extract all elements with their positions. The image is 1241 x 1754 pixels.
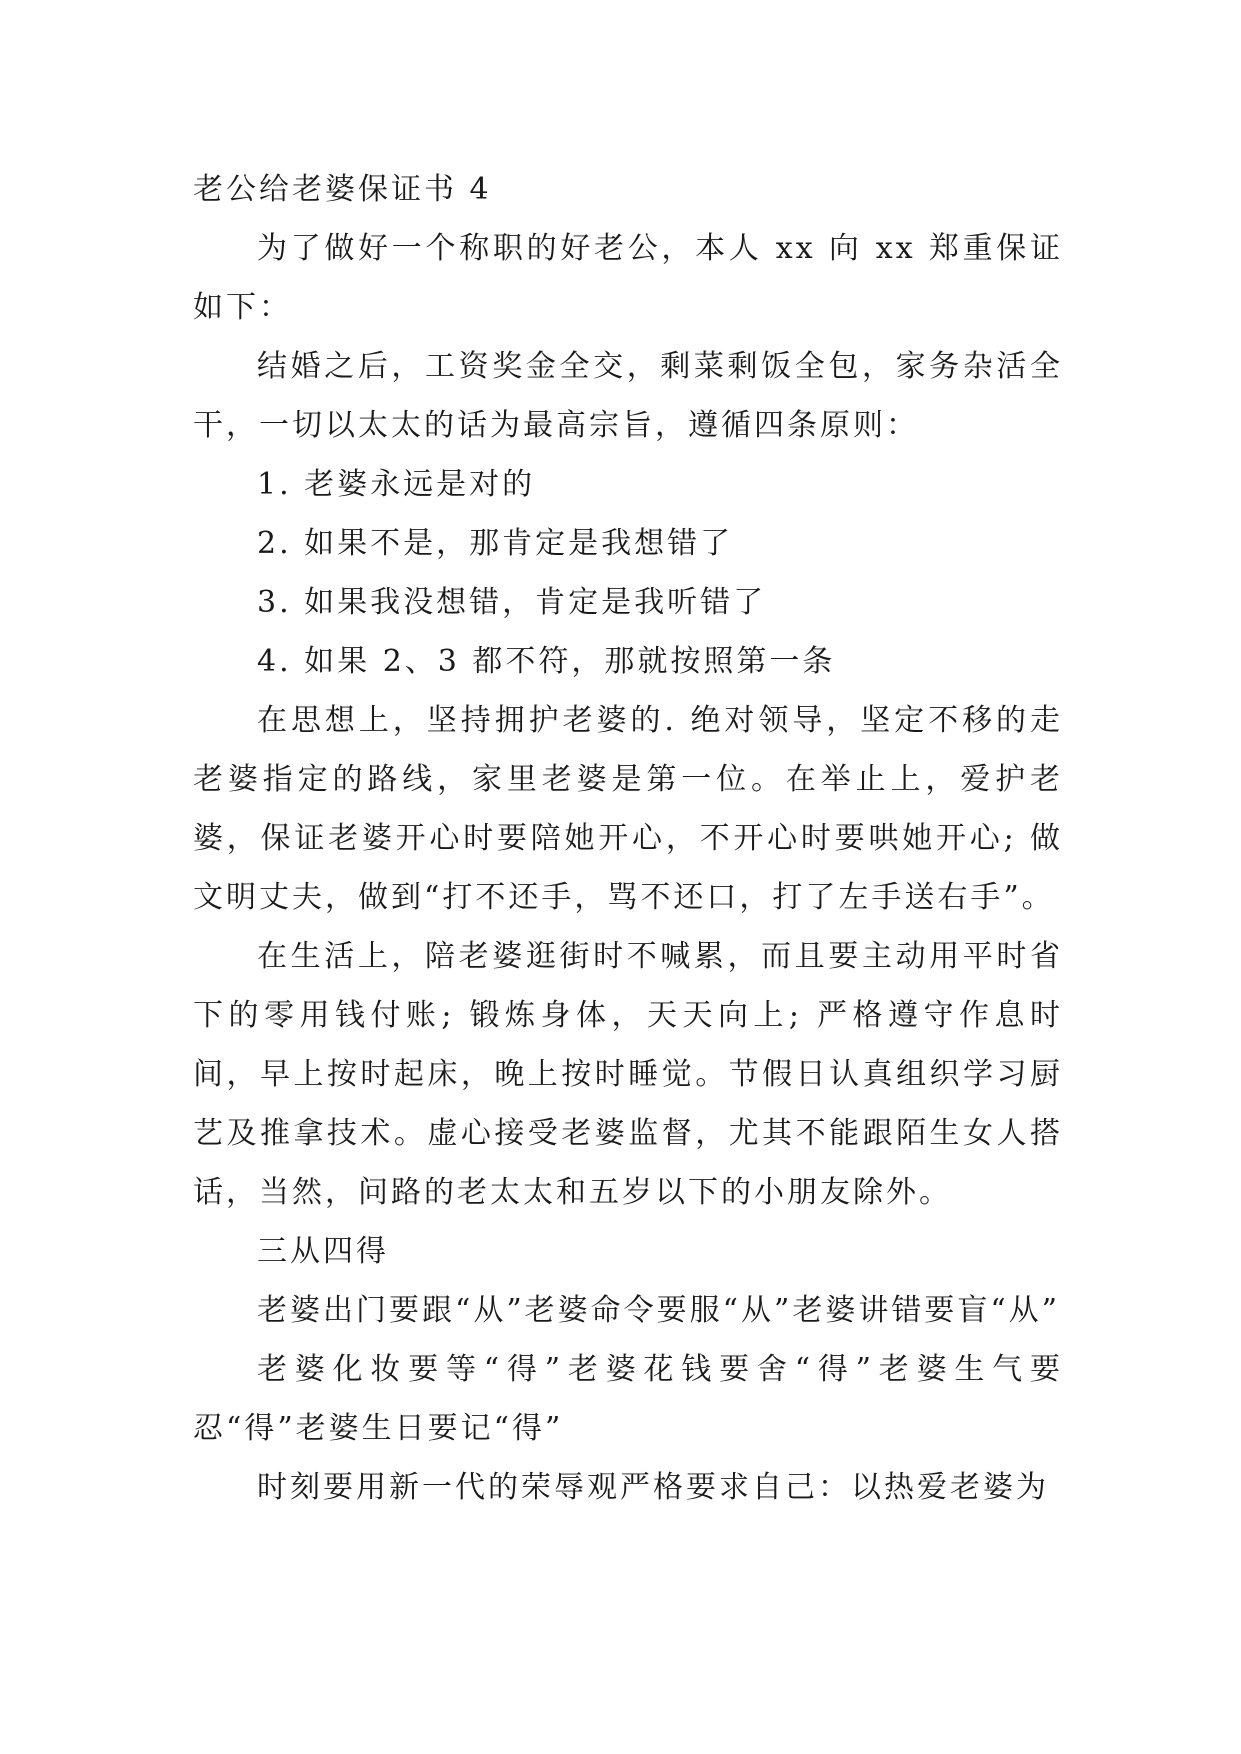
paragraph-life: 在生活上，陪老婆逛街时不喊累，而且要主动用平时省下的零用钱付账; 锻炼身体，天天向上; 严格遵守作息时间，早上按时起床，晚上按时睡觉。节假日认真组织学习厨艺及推拿技术。虚心接受老婆监督，尤其不能跟陌生女人搭话，当然，问路的老太太和五岁以下的小朋友除外。 bbox=[193, 939, 1063, 1210]
document-body bbox=[193, 160, 1063, 1517]
document-title: 老公给老婆保证书 4 bbox=[193, 172, 492, 207]
principle-item-2: 2. 如果不是，那肯定是我想错了 bbox=[257, 526, 734, 561]
paragraph-cong: 老婆出门要跟“从”老婆命令要服“从”老婆讲错要盲“从” bbox=[257, 1293, 1061, 1328]
paragraph-de: 老婆化妆要等“得”老婆花钱要舍“得”老婆生气要忍“得”老婆生日要记“得” bbox=[193, 1352, 1063, 1446]
section-heading-sancong: 三从四得 bbox=[257, 1234, 389, 1269]
paragraph-honor: 时刻要用新一代的荣辱观严格要求自己：以热爱老婆为 bbox=[257, 1470, 1049, 1505]
paragraph-thought: 在思想上，坚持拥护老婆的. 绝对领导，坚定不移的走老婆指定的路线，家里老婆是第一位。在举止上，爱护老婆，保证老婆开心时要陪她开心，不开心时要哄她开心; 做文明丈夫，做到“打不还手，骂不还口，打了左手送右手”。 bbox=[193, 703, 1063, 915]
principle-item-1: 1. 老婆永远是对的 bbox=[257, 467, 536, 502]
paragraph-intro: 为了做好一个称职的好老公，本人 xx 向 xx 郑重保证如下： bbox=[193, 231, 1063, 325]
principle-item-3: 3. 如果我没想错，肯定是我听错了 bbox=[257, 585, 767, 620]
paragraph-principles: 结婚之后，工资奖金全交，剩菜剩饭全包，家务杂活全干，一切以太太的话为最高宗旨，遵循四条原则： bbox=[193, 349, 1063, 443]
principle-item-4: 4. 如果 2、3 都不符，那就按照第一条 bbox=[257, 644, 836, 679]
